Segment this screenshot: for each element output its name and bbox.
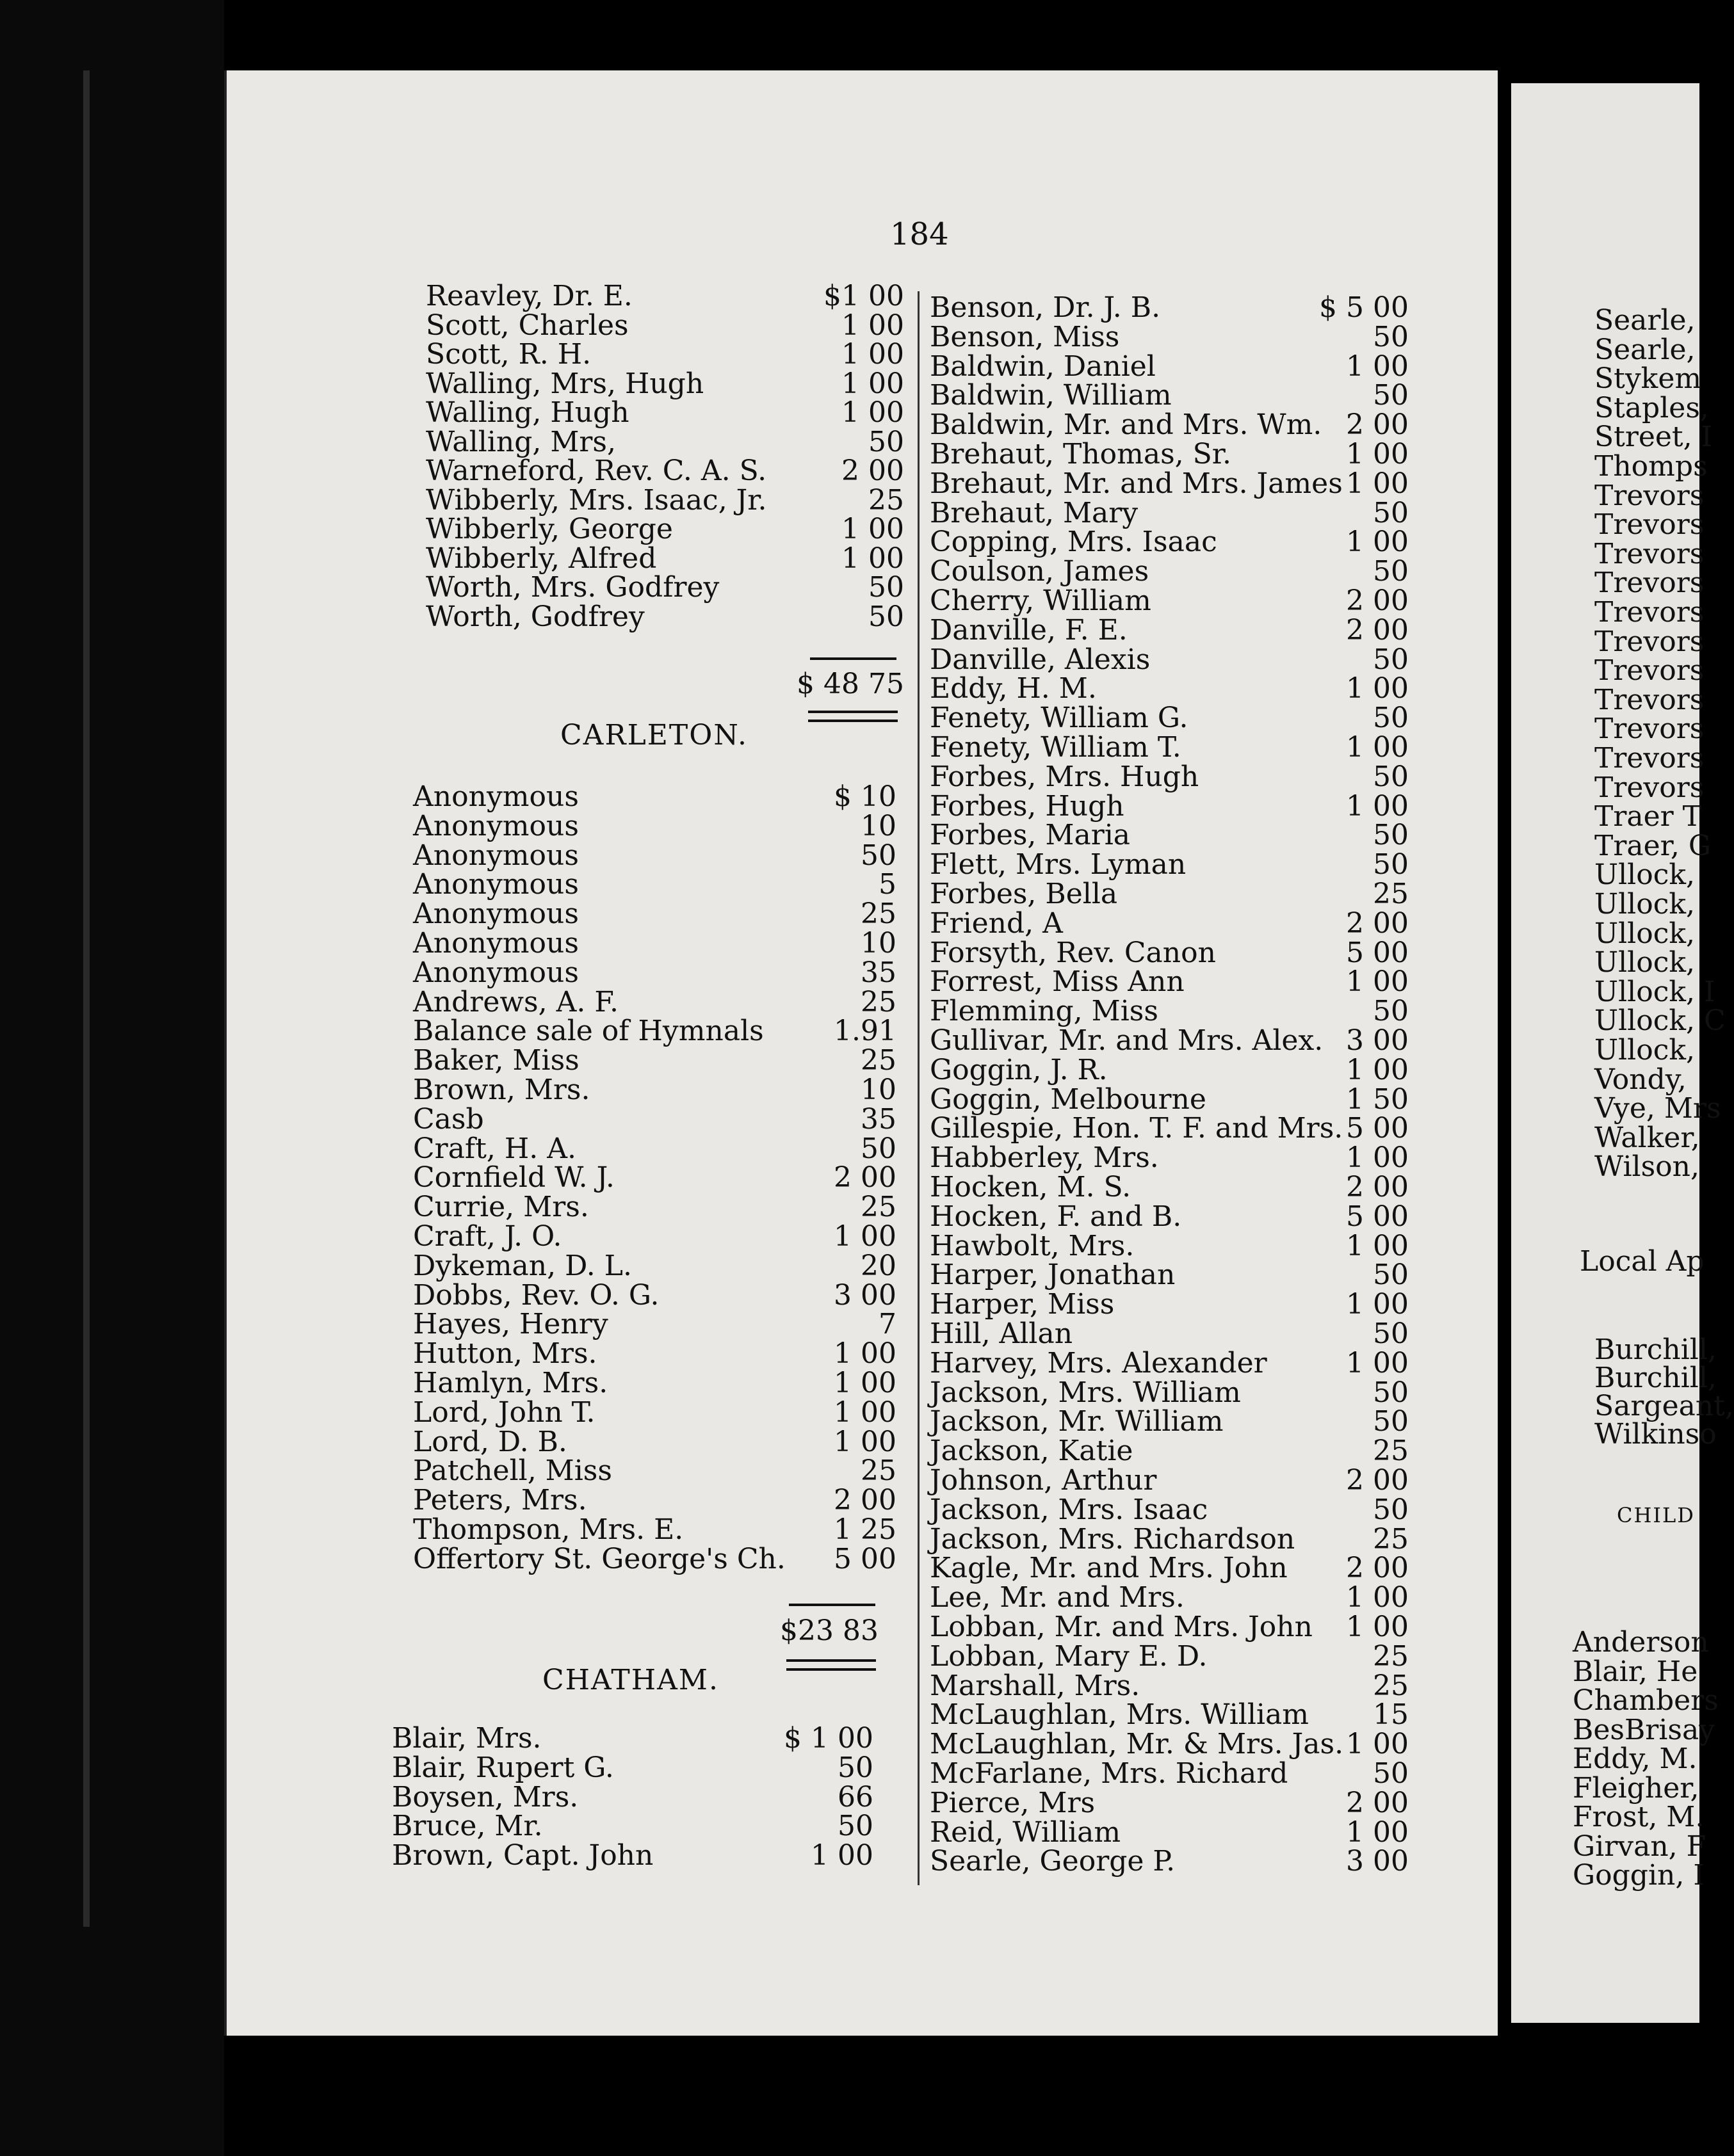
entry-name: Anderson	[1573, 1626, 1709, 1659]
entry-name: Dykeman, D. L.	[413, 1249, 632, 1282]
entry-amount: 2 00	[1346, 1552, 1409, 1585]
entry-name: Reid, William	[930, 1815, 1121, 1849]
entry-name: Scott, Charles	[426, 309, 629, 342]
entry-name: Forbes, Hugh	[930, 789, 1124, 823]
entry-name: Benson, Miss	[930, 320, 1120, 353]
entry-amount: 15	[1373, 1698, 1409, 1732]
entry-name: Hutton, Mrs.	[413, 1337, 597, 1371]
entry-name: Offertory St. George's Ch.	[413, 1542, 786, 1575]
entry-amount: 1 00	[841, 367, 904, 400]
entry-name: McFarlane, Mrs. Richard	[930, 1757, 1288, 1790]
entry-amount: 10	[861, 809, 896, 842]
entry-name: Trevors	[1594, 567, 1705, 600]
entry-name: Street, I	[1594, 421, 1712, 454]
entry-amount: 2 00	[1346, 1786, 1409, 1819]
entry-name: Jackson, Katie	[930, 1435, 1133, 1468]
entry-name: Forbes, Bella	[930, 878, 1118, 910]
entry-amount: 5 00	[1346, 1200, 1409, 1233]
entry-name: Girvan, F	[1573, 1830, 1706, 1863]
total-rule	[789, 1604, 875, 1606]
entry-amount: 20	[861, 1249, 896, 1282]
entry-name: Gillespie, Hon. T. F. and Mrs.	[930, 1112, 1343, 1145]
entry-name: Anonymous	[413, 780, 579, 813]
group-total: $ 48 75	[797, 668, 904, 700]
entry-name: Worth, Godfrey	[426, 600, 645, 633]
entry-amount: 1 00	[1346, 438, 1409, 471]
entry-amount: 1 00	[1346, 1611, 1409, 1643]
entry-name: Trevors	[1594, 654, 1705, 688]
page-number: 184	[890, 216, 949, 252]
entry-amount: 3 00	[834, 1278, 896, 1312]
entry-name: Lee, Mr. and Mrs.	[930, 1581, 1185, 1614]
entry-name: Marshall, Mrs.	[930, 1669, 1140, 1702]
entry-amount: 5	[879, 868, 896, 901]
entry-amount: 3 00	[1346, 1845, 1409, 1878]
entry-name: Fenety, William G.	[930, 702, 1188, 735]
entry-name: Warneford, Rev. C. A. S.	[426, 455, 767, 487]
entry-amount: 1 00	[1346, 1728, 1409, 1761]
entry-name: Hawbolt, Mrs.	[930, 1229, 1135, 1262]
entry-name: Hocken, M. S.	[930, 1171, 1131, 1203]
entry-name: Trevors	[1594, 537, 1705, 570]
entry-name: Wilson,	[1594, 1150, 1699, 1184]
entry-amount: 66	[838, 1780, 873, 1814]
entry-name: Jackson, Mrs. Isaac	[930, 1493, 1208, 1526]
entry-name: Brehaut, Thomas, Sr.	[930, 438, 1231, 471]
entry-amount: 50	[1373, 995, 1409, 1028]
entry-amount: 2 00	[834, 1161, 896, 1195]
entry-name: Jackson, Mrs. William	[930, 1376, 1241, 1409]
entry-amount: 1 00	[841, 309, 904, 342]
entry-amount: 5 00	[1346, 936, 1409, 969]
entry-name: Thompson, Mrs. E.	[413, 1513, 684, 1546]
entry-amount: 25	[861, 1191, 896, 1224]
entry-name: Searle,	[1594, 333, 1696, 366]
entry-name: Trevors	[1594, 771, 1705, 804]
entry-name: Lobban, Mr. and Mrs. John	[930, 1611, 1313, 1643]
entry-name: Traer T	[1594, 800, 1702, 833]
entry-name: Baldwin, William	[930, 379, 1172, 412]
entry-amount: 2 00	[1346, 584, 1409, 617]
total-rule	[810, 657, 896, 660]
entry-amount: 1 00	[1346, 1581, 1409, 1614]
entry-amount: 2 00	[1346, 906, 1409, 940]
entry-amount: 50	[1373, 1317, 1409, 1350]
entry-name: Baker, Miss	[413, 1044, 579, 1077]
entry-name: Eddy, M.	[1573, 1742, 1698, 1775]
entry-name: Wibberly, Alfred	[426, 542, 657, 575]
section-heading-carleton: CARLETON.	[560, 719, 748, 752]
entry-amount: 1.91	[834, 1015, 896, 1048]
entry-name: Anonymous	[413, 956, 579, 989]
entry-name: Baldwin, Daniel	[930, 350, 1156, 383]
entry-amount: 50	[861, 1132, 896, 1165]
entry-amount: 1 00	[834, 1396, 896, 1429]
entry-amount: 1 25	[834, 1513, 896, 1546]
entry-amount: 2 00	[841, 455, 904, 487]
entry-amount: 50	[1373, 379, 1409, 412]
entry-amount: $ 1 00	[784, 1722, 873, 1755]
entry-name: Burchill,	[1594, 1333, 1717, 1366]
entry-amount: 1 00	[841, 542, 904, 575]
entry-amount: 50	[1373, 1493, 1409, 1526]
entry-name: Anonymous	[413, 868, 579, 901]
entry-amount: 25	[861, 1044, 896, 1077]
entry-amount: 50	[838, 1751, 873, 1784]
entry-name: Ullock, C	[1594, 1004, 1726, 1038]
entry-name: Lord, John T.	[413, 1396, 596, 1429]
entry-name: Goggin, J. R.	[930, 1053, 1108, 1086]
entry-name: Wilkinso	[1594, 1418, 1717, 1451]
entry-name: Andrews, A. F.	[413, 985, 619, 1018]
entry-amount: 50	[1373, 496, 1409, 529]
entry-amount: 1 00	[834, 1337, 896, 1371]
entry-amount: 1 00	[1346, 1141, 1409, 1175]
entry-name: Blair, Mrs.	[392, 1722, 542, 1755]
double-rule-bottom	[808, 720, 898, 722]
double-rule-bottom	[786, 1668, 876, 1671]
entry-name: Blair, Rupert G.	[392, 1751, 614, 1784]
entry-amount: 50	[1373, 643, 1409, 676]
entry-amount: 1 00	[1346, 731, 1409, 764]
entry-amount: 25	[1373, 1669, 1409, 1702]
section-heading-chatham: CHATHAM.	[542, 1664, 719, 1696]
entry-name: Peters, Mrs.	[413, 1484, 587, 1517]
entry-name: Cherry, William	[930, 584, 1151, 617]
column-divider	[918, 291, 920, 1885]
entry-amount: 1 00	[834, 1425, 896, 1458]
entry-amount: 1 00	[1346, 1815, 1409, 1849]
entry-name: Craft, J. O.	[413, 1220, 562, 1253]
entry-amount: 1 00	[1346, 350, 1409, 383]
entry-amount: 2 00	[1346, 1171, 1409, 1203]
entry-amount: 1 00	[1346, 1229, 1409, 1262]
entry-name: Benson, Dr. J. B.	[930, 291, 1161, 324]
entry-amount: 5 00	[1346, 1112, 1409, 1145]
entry-name: Anonymous	[413, 809, 579, 842]
entry-name: Trevors	[1594, 479, 1705, 512]
entry-name: Pierce, Mrs	[930, 1786, 1096, 1819]
entry-amount: 50	[1373, 819, 1409, 852]
entry-name: Danville, Alexis	[930, 643, 1151, 676]
entry-name: Ullock,	[1594, 1034, 1696, 1066]
entry-name: Traer, G	[1594, 829, 1711, 862]
entry-amount: 10	[861, 927, 896, 960]
entry-amount: 50	[1373, 760, 1409, 793]
entry-amount: 50	[868, 425, 904, 458]
entry-name: Brehaut, Mary	[930, 496, 1138, 529]
entry-amount: 50	[868, 571, 904, 604]
entry-name: Forrest, Miss Ann	[930, 965, 1185, 999]
entry-amount: 25	[861, 985, 896, 1018]
entry-name: Goggin, Melbourne	[930, 1082, 1206, 1116]
entry-name: Ullock,	[1594, 888, 1696, 921]
entry-amount: 2 00	[1346, 613, 1409, 647]
entry-name: Gullivar, Mr. and Mrs. Alex.	[930, 1024, 1324, 1057]
entry-name: Vondy,	[1594, 1063, 1687, 1096]
entry-amount: 1 00	[1346, 1053, 1409, 1086]
entry-amount: 2 00	[1346, 1464, 1409, 1497]
entry-name: Frost, M.	[1573, 1801, 1705, 1833]
entry-name: Lord, D. B.	[413, 1425, 567, 1458]
entry-amount: 25	[861, 1454, 896, 1488]
entry-name: Eddy, H. M.	[930, 672, 1097, 705]
entry-name: Boysen, Mrs.	[392, 1780, 579, 1814]
entry-name: Hill, Allan	[930, 1317, 1073, 1350]
entry-amount: 50	[1373, 555, 1409, 588]
entry-name: Brehaut, Mr. and Mrs. James	[930, 467, 1343, 500]
entry-amount: 5 00	[834, 1542, 896, 1575]
entry-name: Balance sale of Hymnals	[413, 1015, 764, 1048]
entry-name: Anonymous	[413, 839, 579, 872]
entry-name: Habberley, Mrs.	[930, 1141, 1159, 1175]
section-heading-local: Local Ap	[1580, 1245, 1705, 1278]
entry-amount: $ 5 00	[1319, 291, 1409, 324]
entry-name: Ullock,	[1594, 946, 1696, 979]
entry-name: Worth, Mrs. Godfrey	[426, 571, 720, 604]
entry-name: Coulson, James	[930, 555, 1149, 588]
entry-name: Trevors	[1594, 596, 1705, 629]
entry-name: Thomps	[1594, 450, 1708, 483]
entry-name: Trevors	[1594, 742, 1705, 775]
entry-name: Ullock,	[1594, 858, 1696, 892]
entry-amount: 50	[1373, 1405, 1409, 1438]
entry-name: Ullock,	[1594, 917, 1696, 950]
entry-amount: 2 00	[834, 1484, 896, 1517]
entry-amount: 1 00	[834, 1367, 896, 1399]
entry-amount: 1 00	[1346, 965, 1409, 999]
entry-amount: 35	[861, 956, 896, 989]
entry-amount: 10	[861, 1074, 896, 1106]
entry-name: Baldwin, Mr. and Mrs. Wm.	[930, 408, 1322, 442]
entry-name: Lobban, Mary E. D.	[930, 1639, 1208, 1673]
entry-name: Vye, Mrs	[1594, 1092, 1721, 1125]
entry-amount: 25	[868, 483, 904, 517]
entry-amount: 2 00	[1346, 408, 1409, 442]
entry-amount: $ 10	[834, 780, 896, 813]
entry-name: Jackson, Mr. William	[930, 1405, 1224, 1438]
entry-amount: 1 00	[1346, 789, 1409, 823]
entry-name: Burchill,	[1594, 1362, 1717, 1394]
entry-name: Harper, Jonathan	[930, 1259, 1176, 1292]
entry-name: Craft, H. A.	[413, 1132, 576, 1165]
entry-amount: 1 00	[841, 396, 904, 429]
entry-name: Danville, F. E.	[930, 613, 1128, 647]
entry-name: Anonymous	[413, 897, 579, 931]
entry-name: Stykem	[1594, 362, 1702, 396]
entry-name: McLaughlan, Mrs. William	[930, 1698, 1309, 1732]
entry-amount: 1 00	[841, 513, 904, 545]
entry-amount: 50	[1373, 1757, 1409, 1790]
entry-name: Trevors	[1594, 508, 1705, 542]
entry-amount: 50	[1373, 1259, 1409, 1292]
entry-amount: 50	[1373, 320, 1409, 353]
entry-amount: 3 00	[1346, 1024, 1409, 1057]
entry-name: Walker,	[1594, 1121, 1700, 1154]
entry-amount: 1 00	[1346, 672, 1409, 705]
book-binding-edge	[0, 0, 224, 2156]
entry-name: Flett, Mrs. Lyman	[930, 848, 1187, 881]
entry-name: Cornfield W. J.	[413, 1161, 615, 1195]
entry-amount: 50	[1373, 702, 1409, 735]
entry-name: Fenety, William T.	[930, 731, 1181, 764]
entry-name: Trevors	[1594, 683, 1705, 716]
entry-amount: 1 00	[841, 338, 904, 371]
entry-name: Hamlyn, Mrs.	[413, 1367, 608, 1399]
double-rule-top	[786, 1659, 876, 1662]
entry-name: Casb	[413, 1102, 484, 1136]
entry-name: Sargeant,	[1594, 1390, 1734, 1422]
entry-name: McLaughlan, Mr. & Mrs. Jas.	[930, 1728, 1344, 1761]
entry-name: Wibberly, George	[426, 513, 673, 545]
entry-name: Staples,	[1594, 391, 1709, 424]
entry-amount: 50	[1373, 848, 1409, 881]
entry-name: Patchell, Miss	[413, 1454, 612, 1488]
entry-amount: 50	[861, 839, 896, 872]
entry-name: Chambers	[1573, 1684, 1719, 1717]
entry-name: Reavley, Dr. E.	[426, 280, 633, 312]
entry-name: Harvey, Mrs. Alexander	[930, 1346, 1267, 1380]
entry-name: Friend, A	[930, 906, 1063, 940]
entry-amount: 1 00	[1346, 1346, 1409, 1380]
entry-amount: 25	[861, 897, 896, 931]
entry-name: Brown, Capt. John	[392, 1839, 654, 1872]
entry-name: Trevors	[1594, 625, 1705, 658]
entry-name: Forbes, Maria	[930, 819, 1131, 852]
entry-name: Dobbs, Rev. O. G.	[413, 1278, 660, 1312]
entry-amount: 25	[1373, 1435, 1409, 1468]
entry-name: Walling, Mrs,	[426, 425, 616, 458]
entry-amount: 7	[879, 1308, 896, 1341]
entry-name: Searle, George P.	[930, 1845, 1176, 1878]
entry-amount: 35	[861, 1102, 896, 1136]
entry-name: Hocken, F. and B.	[930, 1200, 1182, 1233]
entry-amount: 1 00	[1346, 467, 1409, 500]
entry-name: Johnson, Arthur	[930, 1464, 1157, 1497]
entry-name: Fleigher,	[1573, 1771, 1699, 1805]
entry-name: Copping, Mrs. Isaac	[930, 526, 1217, 559]
entry-name: Jackson, Mrs. Richardson	[930, 1522, 1295, 1556]
entry-amount: 1 00	[811, 1839, 873, 1872]
entry-name: Ullock, I	[1594, 975, 1715, 1008]
entry-amount: 50	[838, 1810, 873, 1843]
entry-name: Forbes, Mrs. Hugh	[930, 760, 1199, 793]
entry-amount: 25	[1373, 878, 1409, 910]
entry-name: Kagle, Mr. and Mrs. John	[930, 1552, 1288, 1585]
entry-name: Bruce, Mr.	[392, 1810, 543, 1843]
entry-amount: 1 00	[834, 1220, 896, 1253]
group-total: $23 83	[780, 1614, 879, 1647]
entry-name: Searle,	[1594, 304, 1696, 337]
entry-amount: $1 00	[823, 280, 904, 312]
entry-name: Anonymous	[413, 927, 579, 960]
entry-amount: 1 50	[1346, 1082, 1409, 1116]
binding-stripe	[83, 70, 90, 1927]
entry-amount: 50	[868, 600, 904, 633]
entry-name: Wibberly, Mrs. Isaac, Jr.	[426, 483, 767, 517]
entry-amount: 25	[1373, 1522, 1409, 1556]
entry-name: Blair, He	[1573, 1655, 1698, 1688]
entry-amount: 1 00	[1346, 526, 1409, 559]
entry-name: Walling, Mrs, Hugh	[426, 367, 704, 400]
entry-name: Trevors	[1594, 712, 1705, 746]
double-rule-top	[808, 711, 898, 713]
entry-name: Brown, Mrs.	[413, 1074, 590, 1106]
entry-name: Flemming, Miss	[930, 995, 1158, 1028]
entry-amount: 1 00	[1346, 1288, 1409, 1321]
entry-name: Currie, Mrs.	[413, 1191, 589, 1224]
entry-name: Scott, R. H.	[426, 338, 592, 371]
section-heading-children: CHILD	[1617, 1503, 1695, 1527]
entry-amount: 25	[1373, 1639, 1409, 1673]
entry-name: Harper, Miss	[930, 1288, 1115, 1321]
entry-name: Walling, Hugh	[426, 396, 629, 429]
entry-name: Hayes, Henry	[413, 1308, 608, 1341]
entry-name: BesBrisay	[1573, 1713, 1715, 1746]
entry-amount: 50	[1373, 1376, 1409, 1409]
entry-name: Goggin, I	[1573, 1859, 1705, 1892]
entry-name: Forsyth, Rev. Canon	[930, 936, 1216, 969]
